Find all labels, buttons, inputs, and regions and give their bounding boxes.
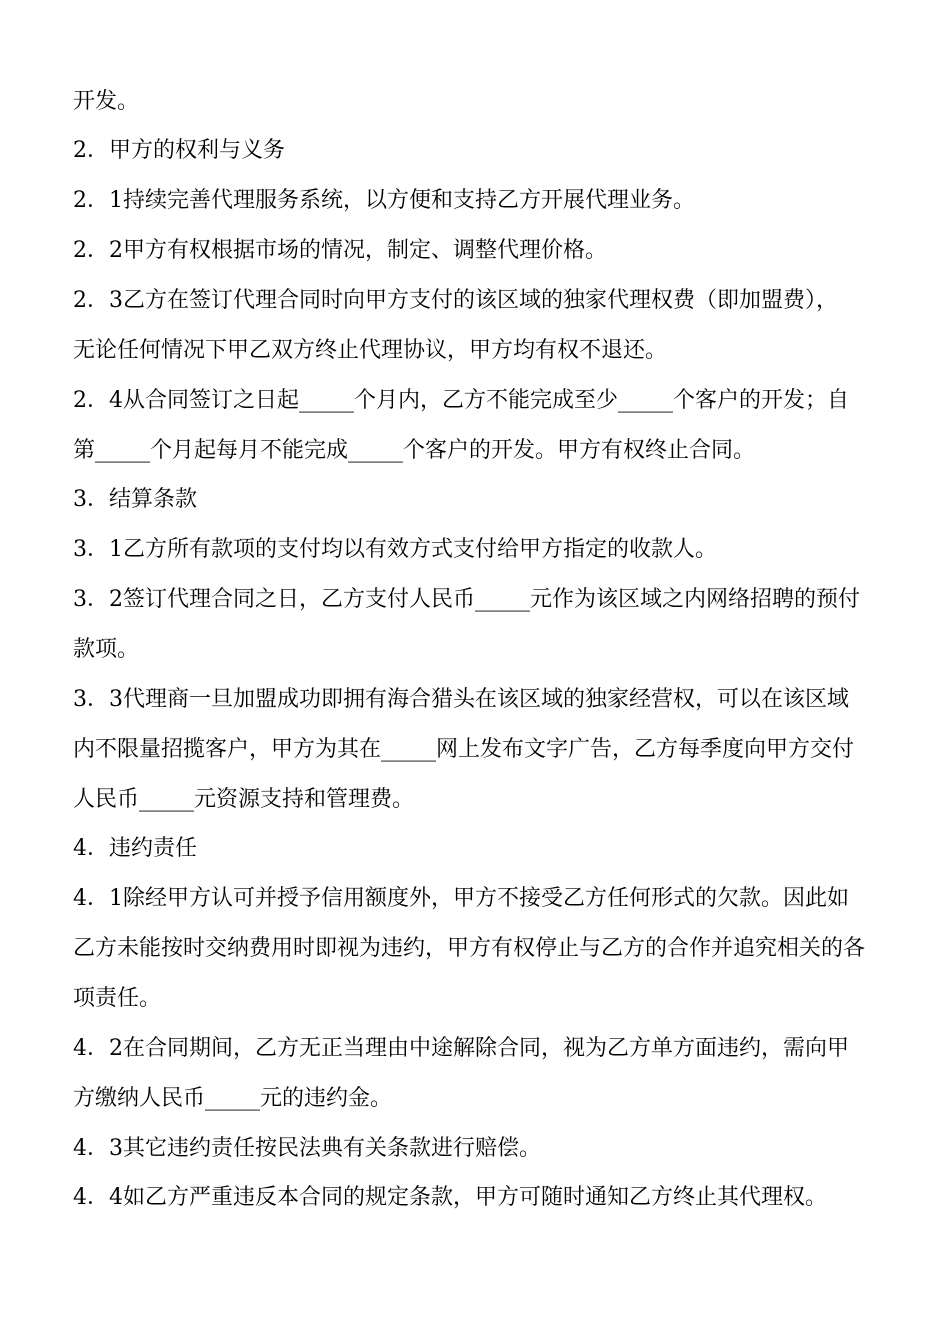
clause-4-4: 4．4如乙方严重违反本合同的规定条款，甲方可随时通知乙方终止其代理权。 bbox=[73, 1185, 827, 1210]
text-line-continuation: 开发。 bbox=[73, 89, 140, 114]
clause-3-3-line-3: 人民币_____元资源支持和管理费。 bbox=[73, 787, 415, 812]
clause-4-2-line-1: 4．2在合同期间，乙方无正当理由中途解除合同，视为乙方单方面违约，需向甲 bbox=[73, 1036, 849, 1061]
clause-2-2: 2．2甲方有权根据市场的情况，制定、调整代理价格。 bbox=[73, 238, 607, 263]
clause-4-1-line-3: 项责任。 bbox=[73, 986, 162, 1011]
clause-2-4-line-2: 第_____个月起每月不能完成_____个客户的开发。甲方有权终止合同。 bbox=[73, 438, 756, 463]
section-heading-3: 3．结算条款 bbox=[73, 487, 197, 512]
clause-3-2-line-2: 款项。 bbox=[73, 637, 140, 662]
clause-2-3-line-1: 2．3乙方在签订代理合同时向甲方支付的该区域的独家代理权费（即加盟费）， bbox=[73, 288, 838, 313]
clause-2-3-line-2: 无论任何情况下甲乙双方终止代理协议，甲方均有权不退还。 bbox=[73, 338, 668, 363]
section-heading-2: 2．甲方的权利与义务 bbox=[73, 138, 285, 163]
clause-4-2-line-2: 方缴纳人民币_____元的违约金。 bbox=[73, 1086, 393, 1111]
clause-4-1-line-2: 乙方未能按时交纳费用时即视为违约，甲方有权停止与乙方的合作并追究相关的各 bbox=[73, 936, 866, 961]
clause-3-2-line-1: 3．2签订代理合同之日，乙方支付人民币_____元作为该区域之内网络招聘的预付 bbox=[73, 587, 860, 612]
clause-4-3: 4．3其它违约责任按民法典有关条款进行赔偿。 bbox=[73, 1136, 541, 1161]
clause-3-3-line-2: 内不限量招揽客户，甲方为其在_____网上发布文字广告，乙方每季度向甲方交付 bbox=[73, 737, 855, 762]
clause-3-3-line-1: 3．3代理商一旦加盟成功即拥有海合猎头在该区域的独家经营权，可以在该区域 bbox=[73, 687, 849, 712]
clause-2-1: 2．1持续完善代理服务系统，以方便和支持乙方开展代理业务。 bbox=[73, 188, 695, 213]
clause-2-4-line-1: 2．4从合同签订之日起_____个月内，乙方不能完成至少_____个客户的开发；自 bbox=[73, 388, 849, 413]
clause-3-1: 3．1乙方所有款项的支付均以有效方式支付给甲方指定的收款人。 bbox=[73, 537, 717, 562]
section-heading-4: 4．违约责任 bbox=[73, 836, 197, 861]
clause-4-1-line-1: 4．1除经甲方认可并授予信用额度外，甲方不接受乙方任何形式的欠款。因此如 bbox=[73, 886, 849, 911]
